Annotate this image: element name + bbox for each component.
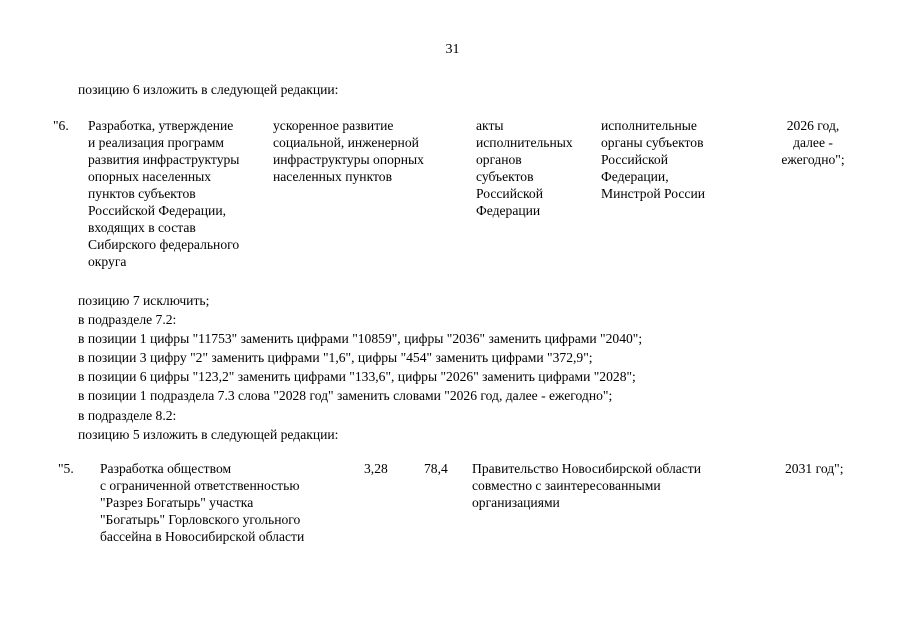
row6-executor xyxy=(601,117,731,202)
row5-executor xyxy=(472,460,742,511)
instruction-line: в подразделе 7.2: xyxy=(78,312,177,328)
row5-title-line: "Богатырь" Горловского угольного xyxy=(100,512,301,527)
row6-term-line: ежегодно"; xyxy=(781,152,845,167)
row6-result-line: социальной, инженерной xyxy=(273,135,419,150)
row6-title-line: развития инфраструктуры xyxy=(88,152,240,167)
row6-title-line: и реализация программ xyxy=(88,135,224,150)
intro-line: позицию 6 изложить в следующей редакции: xyxy=(78,82,339,97)
instruction-line: в позиции 3 цифру "2" заменить цифрами "1,6", цифры "454" заменить цифрами "372,9"; xyxy=(78,350,593,366)
row6-term-line: далее - xyxy=(793,135,833,150)
row6-form-line: Российской xyxy=(476,186,543,201)
row5-executor-line: организациями xyxy=(472,495,560,510)
row6-form-line: органов xyxy=(476,152,522,167)
row5-term: 2031 год"; xyxy=(785,461,844,476)
instructions-block xyxy=(78,291,868,444)
row6-form xyxy=(476,117,596,219)
row6-executor-line: Российской xyxy=(601,152,668,167)
row6-executor-line: органы субъектов xyxy=(601,135,704,150)
row6-executor-line: исполнительные xyxy=(601,118,697,133)
instruction-line: в позиции 1 подраздела 7.3 слова "2028 год" заменить словами "2026 год, далее - ежегодно"; xyxy=(78,388,613,404)
row6-executor-line: Минстрой России xyxy=(601,186,706,201)
row6-result-line: инфраструктуры опорных xyxy=(273,152,424,167)
row5-number: "5. xyxy=(58,461,74,476)
row5-value-1: 3,28 xyxy=(364,461,388,476)
row6-result-line: ускоренное развитие xyxy=(273,118,394,133)
instruction-line: в позиции 1 цифры "11753" заменить цифрами "10859", цифры "2036" заменить цифрами "2040"; xyxy=(78,331,643,347)
instruction-line: позицию 5 изложить в следующей редакции: xyxy=(78,426,339,442)
row5-title-line: с ограниченной ответственностью xyxy=(100,478,300,493)
row6-title-line: округа xyxy=(88,254,127,269)
row6-term-line: 2026 год, xyxy=(786,118,840,133)
row6-title-line: опорных населенных xyxy=(88,169,212,184)
row6-title-line: Сибирского федерального xyxy=(88,237,240,252)
instruction-line: позицию 7 исключить; xyxy=(78,293,210,308)
row6-form-line: исполнительных xyxy=(476,135,573,150)
instruction-line: в подразделе 8.2: xyxy=(78,407,177,423)
row6-term xyxy=(768,117,858,168)
row5-value-2: 78,4 xyxy=(424,461,448,476)
row5-executor-line: совместно с заинтересованными xyxy=(472,478,661,493)
row6-title xyxy=(88,117,268,270)
row6-result-line: населенных пунктов xyxy=(273,169,392,184)
row6-form-line: субъектов xyxy=(476,169,534,184)
row6-result xyxy=(273,117,453,185)
row5-title-line: бассейна в Новосибирской области xyxy=(100,529,305,544)
row5-title-line: Разработка обществом xyxy=(100,461,232,476)
page-number: 31 xyxy=(445,42,460,57)
instruction-line: в позиции 6 цифры "123,2" заменить цифрами "133,6", цифры "2026" заменить цифрами "2028"; xyxy=(78,369,636,385)
row6-form-line: акты xyxy=(476,118,504,133)
row6-form-line: Федерации xyxy=(476,203,541,218)
row6-title-line: пунктов субъектов xyxy=(88,186,196,201)
row6-number: "6. xyxy=(53,118,69,133)
row5-title-line: "Разрез Богатырь" участка xyxy=(100,495,254,510)
row5-title xyxy=(100,460,340,545)
row6-title-line: входящих в состав xyxy=(88,220,196,235)
row6-executor-line: Федерации, xyxy=(601,169,669,184)
row6-title-line: Разработка, утверждение xyxy=(88,118,234,133)
row5-executor-line: Правительство Новосибирской области xyxy=(472,461,702,476)
row6-title-line: Российской Федерации, xyxy=(88,203,226,218)
